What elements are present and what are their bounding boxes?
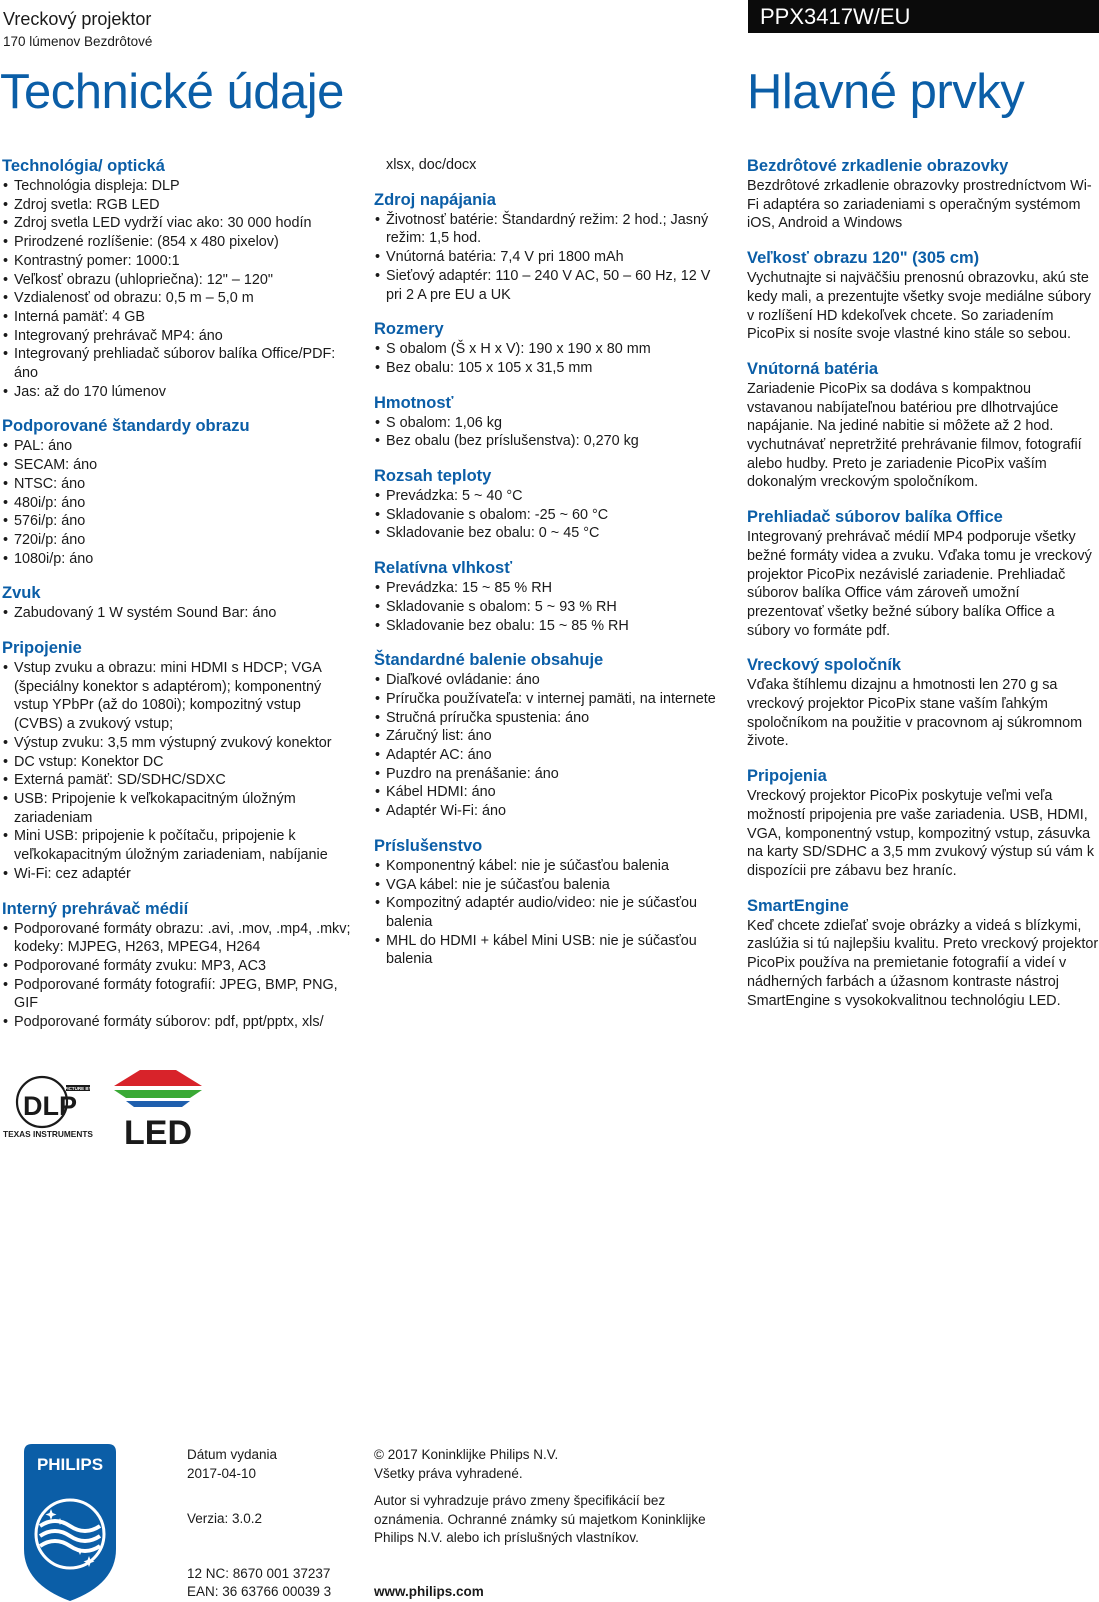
product-subtitle: 170 lúmenov Bezdrôtové bbox=[3, 34, 153, 49]
spec-item: • Vstup zvuku a obrazu: mini HDMI s HDCP; VGA (špeciálny konektor s adaptérom); komponentný vstup YPbPr (až do 1080i); kompozitný vstup (CVBS) a zvukový vstup; bbox=[2, 659, 352, 734]
led-text: LED bbox=[124, 1114, 192, 1148]
section-heading: Rozsah teploty bbox=[374, 467, 492, 486]
spec-item: • Skladovanie bez obalu: 0 ~ 45 °C bbox=[374, 524, 724, 543]
spec-item: • Externá pamäť: SD/SDHC/SDXC bbox=[2, 771, 352, 790]
dlp-bottom-text: TEXAS INSTRUMENTS bbox=[3, 1129, 93, 1139]
feature-text: Vychutnajte si najväčšiu prenosnú obrazovku, akú ste kedy mali, a prezentujte všetky svoje mediálne súbory v rozlíšení HD kdekoľvek chcete. So zariadením PicoPix si nosíte svoje vlastné kino stále so sebou. bbox=[747, 270, 1091, 343]
spec-section-media-player bbox=[2, 899, 352, 1032]
feature-block bbox=[747, 655, 1099, 751]
section-heading: Zvuk bbox=[2, 584, 41, 603]
spec-section-technology bbox=[2, 156, 352, 401]
feature-heading: Bezdrôtové zrkadlenie obrazovky bbox=[747, 157, 1009, 175]
section-heading: Podporované štandardy obrazu bbox=[2, 417, 250, 436]
spec-item: • Sieťový adaptér: 110 – 240 V AC, 50 – 60 Hz, 12 V pri 2 A pre EU a UK bbox=[374, 267, 724, 304]
feature-heading: Vreckový spoločník bbox=[747, 656, 902, 675]
feature-heading: SmartEngine bbox=[747, 896, 849, 915]
spec-item: • Kompozitný adaptér audio/video: nie je súčasťou balenia bbox=[374, 894, 724, 931]
spec-item: • Kontrastný pomer: 1000:1 bbox=[2, 252, 352, 271]
feature-heading: Veľkosť obrazu 120" (305 cm) bbox=[747, 249, 980, 268]
spec-item: • Skladovanie s obalom: -25 ~ 60 °C bbox=[374, 506, 724, 525]
version: Verzia: 3.0.2 bbox=[187, 1511, 263, 1526]
spec-item: • Zdroj svetla LED vydrží viac ako: 30 000 hodín bbox=[2, 214, 352, 233]
led-logo bbox=[112, 1068, 204, 1148]
feature-block bbox=[747, 359, 1099, 492]
product-name: Vreckový projektor bbox=[3, 9, 152, 29]
spec-section-humidity bbox=[374, 558, 724, 635]
feature-block bbox=[747, 507, 1099, 640]
spec-section-sound bbox=[2, 583, 352, 623]
spec-item: • Prevádzka: 5 ~ 40 °C bbox=[374, 487, 724, 506]
release-date-label: Dátum vydania bbox=[187, 1447, 278, 1462]
spec-item: • Prirodzené rozlíšenie: (854 x 480 pixelov) bbox=[2, 233, 352, 252]
website-link[interactable]: www.philips.com bbox=[374, 1584, 484, 1599]
spec-title: Technické údaje bbox=[0, 65, 344, 119]
section-heading: Zdroj napájania bbox=[374, 190, 496, 209]
spec-item: • MHL do HDMI + kábel Mini USB: nie je súčasťou balenia bbox=[374, 932, 724, 969]
led-red-stripe bbox=[114, 1070, 202, 1086]
spec-item-continuation: xlsx, doc/docx bbox=[386, 157, 477, 173]
spec-item: • USB: Pripojenie k veľkokapacitným úložným zariadeniam bbox=[2, 790, 352, 827]
spec-item: • Integrovaný prehrávač MP4: áno bbox=[2, 327, 352, 346]
feature-text: Bezdrôtové zrkadlenie obrazovky prostredníctvom Wi-Fi adaptéra so zariadeniami s operačným systémom iOS, Android a Windows bbox=[747, 178, 1092, 232]
release-date-value: 2017-04-10 bbox=[187, 1466, 257, 1481]
spec-item: • Podporované formáty súborov: pdf, ppt/pptx, xls/ bbox=[2, 1013, 352, 1032]
spec-section-video-standards bbox=[2, 416, 352, 568]
spec-item: • S obalom: 1,06 kg bbox=[374, 414, 724, 433]
section-heading: Relatívna vlhkosť bbox=[374, 559, 513, 578]
feature-heading: Vnútorná batéria bbox=[747, 359, 879, 378]
spec-item: • Stručná príručka spustenia: áno bbox=[374, 709, 724, 728]
spec-item: • Vzdialenosť od obrazu: 0,5 m – 5,0 m bbox=[2, 289, 352, 308]
led-blue-stripe bbox=[126, 1101, 190, 1107]
features-column bbox=[747, 156, 1099, 1025]
spec-item: • Skladovanie bez obalu: 15 ~ 85 % RH bbox=[374, 617, 724, 636]
feature-text: Vreckový projektor PicoPix poskytuje veľmi veľa možností pripojenia pre vaše zariadenia. USB, HDMI, VGA, komponentný vstup, kompozitný vstup, zásuvka na karty SD/SDHC a 3,5 mm zvukový výstup sú vám k dispozícii pre zábavu bez hraníc. bbox=[747, 788, 1095, 879]
spec-item: • DC vstup: Konektor DC bbox=[2, 753, 352, 772]
spec-item: • Komponentný kábel: nie je súčasťou balenia bbox=[374, 857, 724, 876]
section-heading: Rozmery bbox=[374, 320, 444, 339]
spec-section-connectivity bbox=[2, 638, 352, 883]
section-heading: Technológia/ optická bbox=[2, 157, 165, 175]
feature-text: Zariadenie PicoPix sa dodáva s kompaktnou vstavanou nabíjateľnou batériou pre dlhotrvajúce napájanie. Na jediné nabitie si môžete až 2 hod. vychutnávať nepretržité prehrávanie filmov, fotografií alebo hudby. Preto je zariadenie PicoPix vaším dokonalým vreckovým spoločníkom. bbox=[747, 380, 1082, 491]
feature-heading: Prehliadač súborov balíka Office bbox=[747, 508, 1003, 527]
spec-item: • Diaľkové ovládanie: áno bbox=[374, 671, 724, 690]
spec-item: • Adaptér AC: áno bbox=[374, 746, 724, 765]
features-title: Hlavné prvky bbox=[747, 65, 1025, 119]
spec-section-dimensions bbox=[374, 319, 724, 377]
spec-item: • Vnútorná batéria: 7,4 V pri 1800 mAh bbox=[374, 248, 724, 267]
rights-reserved: Všetky práva vyhradené. bbox=[374, 1466, 523, 1481]
ean-code: EAN: 36 63766 00039 3 bbox=[187, 1584, 332, 1599]
spec-item: • Záručný list: áno bbox=[374, 727, 724, 746]
spec-item: • Wi-Fi: cez adaptér bbox=[2, 865, 352, 884]
spec-item: • Mini USB: pripojenie k počítaču, pripojenie k veľkokapacitným úložným zariadeniam, nabíjanie bbox=[2, 827, 352, 864]
spec-item: • 576i/p: áno bbox=[2, 512, 352, 531]
spec-item: • Bez obalu: 105 x 105 x 31,5 mm bbox=[374, 359, 724, 378]
feature-text: Keď chcete zdieľať svoje obrázky a videá s blízkymi, zaslúžia si tú najlepšiu kvalitu. Preto vreckový projektor PicoPix používa na premietanie fotografií a videí v nádherných farbách a úžasnom kontraste nástroj SmartEngine s vysokokvalitnou technológiu LED. bbox=[747, 917, 1099, 1009]
spec-item: • Podporované formáty fotografií: JPEG, BMP, PNG, GIF bbox=[2, 976, 352, 1013]
feature-block bbox=[747, 156, 1099, 233]
spec-item: • Integrovaný prehliadač súborov balíka Office/PDF: áno bbox=[2, 345, 352, 382]
philips-shield-logo bbox=[24, 1444, 116, 1601]
spec-item: • Technológia displeja: DLP bbox=[2, 177, 352, 196]
section-heading: Štandardné balenie obsahuje bbox=[374, 651, 604, 670]
spec-item: • Zabudovaný 1 W systém Sound Bar: áno bbox=[2, 604, 352, 623]
spec-item: • 1080i/p: áno bbox=[2, 550, 352, 569]
led-green-stripe bbox=[114, 1090, 202, 1098]
spec-item: • Podporované formáty obrazu: .avi, .mov, .mp4, .mkv; kodeky: MJPEG, H263, MPEG4, H264 bbox=[2, 920, 352, 957]
spec-item: • Bez obalu (bez príslušenstva): 0,270 kg bbox=[374, 432, 724, 451]
feature-block bbox=[747, 248, 1099, 344]
spec-item: • Podporované formáty zvuku: MP3, AC3 bbox=[2, 957, 352, 976]
spec-item: • Príručka používateľa: v internej pamäti, na internete bbox=[374, 690, 724, 709]
spec-item: • 480i/p: áno bbox=[2, 494, 352, 513]
philips-wordmark: PHILIPS bbox=[36, 1455, 104, 1474]
disclaimer: Autor si vyhradzuje právo zmeny špecifikácií bez oznámenia. Ochranné známky sú majetkom Koninklijke Philips N.V. alebo ich príslušných vlastníkov. bbox=[374, 1493, 706, 1545]
spec-section-weight bbox=[374, 393, 724, 451]
specs-column-2 bbox=[374, 156, 724, 984]
nc-code: 12 NC: 8670 001 37237 bbox=[187, 1566, 331, 1581]
spec-item: • PAL: áno bbox=[2, 437, 352, 456]
spec-item: • Výstup zvuku: 3,5 mm výstupný zvukový konektor bbox=[2, 734, 352, 753]
spec-item: • 720i/p: áno bbox=[2, 531, 352, 550]
specs-column-1 bbox=[2, 156, 352, 1047]
spec-item: • Životnosť batérie: Štandardný režim: 2 hod.; Jasný režim: 1,5 hod. bbox=[374, 211, 724, 248]
spec-item: • Puzdro na prenášanie: áno bbox=[374, 765, 724, 784]
spec-section-power bbox=[374, 190, 724, 305]
feature-heading: Pripojenia bbox=[747, 767, 827, 786]
spec-item: • Adaptér Wi-Fi: áno bbox=[374, 802, 724, 821]
spec-section-accessories bbox=[374, 836, 724, 969]
feature-block bbox=[747, 766, 1099, 881]
dlp-mark-text: DLP bbox=[23, 1091, 77, 1121]
spec-section-package bbox=[374, 650, 724, 821]
spec-item: • S obalom (Š x H x V): 190 x 190 x 80 mm bbox=[374, 340, 724, 359]
spec-item: • Prevádzka: 15 ~ 85 % RH bbox=[374, 579, 724, 598]
feature-text: Integrovaný prehrávač médií MP4 podporuje všetky bežné formáty videa a zvuku. Vďaka tomu je vreckový projektor PicoPix nezávislé zariadenie. Prehliadač súborov balíka Office vám zároveň umožní prezentovať všetky bežné súbory balíka Office a súbory vo formáte pdf. bbox=[747, 529, 1092, 639]
spec-item: • NTSC: áno bbox=[2, 475, 352, 494]
spec-item: • Zdroj svetla: RGB LED bbox=[2, 196, 352, 215]
spec-item: • SECAM: áno bbox=[2, 456, 352, 475]
copyright: © 2017 Koninklijke Philips N.V. bbox=[374, 1447, 559, 1462]
spec-item: • Skladovanie s obalom: 5 ~ 93 % RH bbox=[374, 598, 724, 617]
dlp-logo bbox=[2, 1071, 94, 1139]
feature-block bbox=[747, 896, 1099, 1011]
feature-text: Vďaka štíhlemu dizajnu a hmotnosti len 270 g sa vreckový projektor PicoPix stane vaším ľahkým spoločníkom na použitie v pracovnom aj súkromnom živote. bbox=[747, 677, 1083, 750]
spec-section-temperature bbox=[374, 466, 724, 543]
spec-item: • Veľkosť obrazu (uhlopriečna): 12" – 120" bbox=[2, 271, 352, 290]
section-heading: Príslušenstvo bbox=[374, 836, 483, 855]
section-heading: Interný prehrávač médií bbox=[2, 899, 189, 918]
section-heading: Pripojenie bbox=[2, 639, 82, 658]
section-heading: Hmotnosť bbox=[374, 393, 454, 412]
dlp-top-text: PICTURE BY bbox=[64, 1086, 92, 1091]
spec-item: • Interná pamäť: 4 GB bbox=[2, 308, 352, 327]
spec-item: • VGA kábel: nie je súčasťou balenia bbox=[374, 876, 724, 895]
spec-item: • Jas: až do 170 lúmenov bbox=[2, 383, 352, 402]
model-number-badge: PPX3417W/EU bbox=[748, 0, 1099, 33]
spec-item: • Kábel HDMI: áno bbox=[374, 783, 724, 802]
